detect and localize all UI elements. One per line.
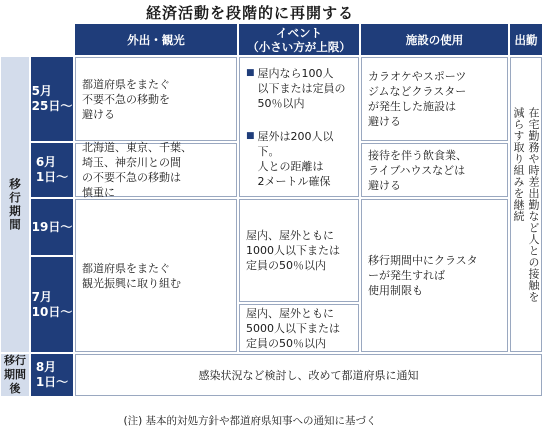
- event-indoor-item: [246, 66, 346, 111]
- date-jun1: 6月 1日～: [31, 143, 73, 197]
- date-aug1: 8月 1日～: [31, 354, 73, 396]
- date-may25: 5月 25日～: [31, 57, 73, 141]
- corner-blank: [1, 24, 73, 55]
- event-outdoor-item: [246, 129, 352, 189]
- label-transition-period: [1, 57, 29, 352]
- page-title: 経済活動を段階的に再開する: [145, 4, 354, 22]
- event-indoor-text: 屋内なら100人 以下または定員の 50％以内: [257, 66, 346, 110]
- event-outdoor-text: 屋外は200人以下。 人との距離は 2メートル確保: [257, 129, 334, 188]
- facility-jun1: 接待を伴う飲食業、 ライブハウスなどは 避ける: [361, 143, 508, 197]
- bullet-square-icon: ■: [246, 67, 255, 78]
- event-jul10: 屋内、屋外ともに 5000人以下または 定員の50％以内: [239, 304, 359, 352]
- facility-jun19: 移行期間中にクラスタ ーが発生すれば 使用制限も: [361, 199, 508, 352]
- header-outing: 外出・観光: [75, 24, 237, 55]
- date-jul10: 7月 10日～: [31, 257, 73, 352]
- commute-cell: [510, 57, 542, 352]
- event-jun19: 屋内、屋外ともに 1000人以下または 定員の50％以内: [239, 199, 359, 302]
- label-after-period: [1, 354, 29, 396]
- label-after-text: 移行期間後: [4, 354, 26, 395]
- header-commute: 出勤: [510, 24, 542, 55]
- schedule-table: [1, 24, 540, 406]
- label-transition-text: 移行期間: [8, 177, 22, 232]
- header-facility: 施設の使用: [361, 24, 508, 55]
- outing-jun19: 都道府県をまたぐ 観光振興に取り組む: [75, 199, 237, 352]
- event-may25-jun1: [239, 57, 359, 197]
- bullet-square-icon: ■: [246, 130, 255, 141]
- facility-may25: カラオケやスポーツ ジムなどクラスター が発生した施設は 避ける: [361, 57, 508, 141]
- header-event: イベント （小さい方が上限）: [239, 24, 359, 55]
- after-text: 感染状況など検討し、改めて都道府県に通知: [75, 354, 542, 396]
- date-jun19: 19日～: [31, 199, 73, 255]
- outing-may25: 都道府県をまたぐ 不要不急の移動を 避ける: [75, 57, 237, 141]
- outing-jun1: 北海道、東京、千葉、 埼玉、神奈川との間 の不要不急の移動は 慎重に: [75, 143, 237, 197]
- footnote: (注) 基本的対処方針や都道府県知事への通知に基づく: [123, 415, 377, 427]
- commute-text: 在宅勤務や時差出勤など人との接触を 減らす取り組みを継続: [512, 106, 540, 303]
